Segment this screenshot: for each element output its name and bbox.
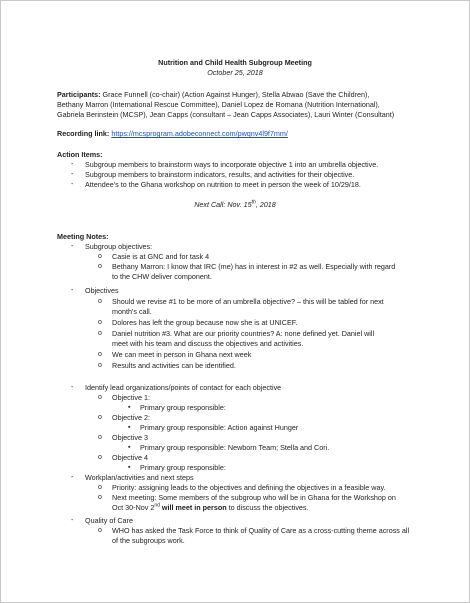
circle-bullet: o: [98, 362, 102, 369]
list-item-cont: month's call.: [112, 307, 152, 316]
objective-label: Objective 3: [112, 433, 148, 442]
dash-bullet: -: [71, 161, 74, 168]
list-item: Daniel nutrition #3. What are our priority countries? A: none defined yet. Daniel will: [112, 329, 375, 338]
objective-responsible: Primary group responsible: Newborn Team; Stella and Cori.: [140, 443, 330, 452]
objective-label: Objective 1:: [112, 393, 150, 402]
circle-bullet: o: [98, 253, 102, 260]
circle-bullet: o: [98, 351, 102, 358]
circle-bullet: o: [98, 298, 102, 305]
next-call: Next Call: Nov. 15th, 2018: [194, 199, 276, 209]
action-item: Subgroup members to brainstorm indicators, results, and activities for their objective.: [85, 170, 355, 179]
note-quality: Quality of Care: [85, 516, 133, 525]
recording-row: Recording link: https://mcsprogram.adobeconnect.com/pwqnv4l9f7mm/: [57, 129, 288, 138]
circle-bullet: o: [98, 484, 102, 491]
action-items-heading: Action Items:: [57, 150, 103, 159]
list-item: Casie is at GNC and for task 4: [112, 252, 210, 261]
note-workplan: Workplan/activities and next steps: [85, 473, 194, 482]
note-objectives: Objectives: [85, 286, 119, 295]
document-title: Nutrition and Child Health Subgroup Meeting: [158, 58, 312, 67]
circle-bullet: o: [98, 263, 102, 270]
dash-bullet: -: [71, 171, 74, 178]
participants-line-2: Bethany Marron (International Rescue Committee), Daniel Lopez de Romana (Nutrition International),: [57, 100, 380, 109]
square-bullet: ▪: [128, 464, 131, 471]
action-item: Attendee's to the Ghana workshop on nutrition to meet in person the week of 10/29/18.: [85, 180, 361, 189]
dash-bullet: -: [71, 517, 74, 524]
square-bullet: ▪: [128, 424, 131, 431]
circle-bullet: o: [98, 394, 102, 401]
square-bullet: ▪: [128, 404, 131, 411]
circle-bullet: o: [98, 454, 102, 461]
circle-bullet: o: [98, 414, 102, 421]
list-item-cont: to the CHW deliver component.: [112, 272, 212, 281]
objective-label: Objective 2:: [112, 413, 150, 422]
list-item-cont: of the subgroups work.: [112, 536, 185, 545]
objective-responsible: Primary group responsible:: [140, 403, 226, 412]
participants-line-3: Gabriela Berinstein (MCSP), Jean Capps (consultant – Jean Capps Associates), Lauri Winter (Consultant): [57, 110, 395, 119]
dash-bullet: -: [71, 474, 74, 481]
recording-link[interactable]: https://mcsprogram.adobeconnect.com/pwqnv4l9f7mm/: [111, 129, 288, 138]
objective-label: Objective 4: [112, 453, 148, 462]
list-item-cont: meet with his team and discuss the objectives and activities.: [112, 339, 304, 348]
dash-bullet: -: [71, 384, 74, 391]
list-item: Next meeting: Some members of the subgroup who will be in Ghana for the Workshop on: [112, 493, 396, 502]
list-item: Should we revise #1 to be more of an umbrella objective? – this will be tabled for next: [112, 297, 384, 306]
circle-bullet: o: [98, 527, 102, 534]
list-item: We can meet in person in Ghana next week: [112, 350, 252, 359]
list-item: Bethany Marron: I know that IRC (me) has in interest in #2 as well. Especially with regard: [112, 262, 396, 271]
circle-bullet: o: [98, 494, 102, 501]
circle-bullet: o: [98, 330, 102, 337]
list-item-cont: Oct 30-Nov 2nd will meet in person to discuss the objectives.: [112, 502, 309, 512]
list-item: Results and activities can be identified.: [112, 361, 236, 370]
note-subgroup-objectives: Subgroup objectives:: [85, 242, 153, 251]
dash-bullet: -: [71, 243, 74, 250]
list-item: Dolores has left the group because now she is at UNICEF.: [112, 318, 298, 327]
note-identify: Identify lead organizations/points of contact for each objective: [85, 383, 282, 392]
dash-bullet: -: [71, 287, 74, 294]
document-date: October 25, 2018: [207, 68, 263, 77]
list-item: Priority: assigning leads to the objectives and defining the objectives in a feasible way.: [112, 483, 386, 492]
square-bullet: ▪: [128, 444, 131, 451]
action-item: Subgroup members to brainstorm ways to incorporate objective 1 into an umbrella objective.: [85, 160, 379, 169]
circle-bullet: o: [98, 434, 102, 441]
meeting-notes-heading: Meeting Notes:: [57, 232, 109, 241]
dash-bullet: -: [71, 181, 74, 188]
participants-line-1: Participants: Grace Funnell (co-chair) (Action Against Hunger), Stella Abwao (Save the Children),: [57, 90, 370, 99]
circle-bullet: o: [98, 319, 102, 326]
objective-responsible: Primary group responsible: Action against Hunger: [140, 423, 299, 432]
list-item: WHO has asked the Task Force to think of Quality of Care as a cross-cutting theme across all: [112, 526, 410, 535]
objective-responsible: Primary group responsible:: [140, 463, 226, 472]
